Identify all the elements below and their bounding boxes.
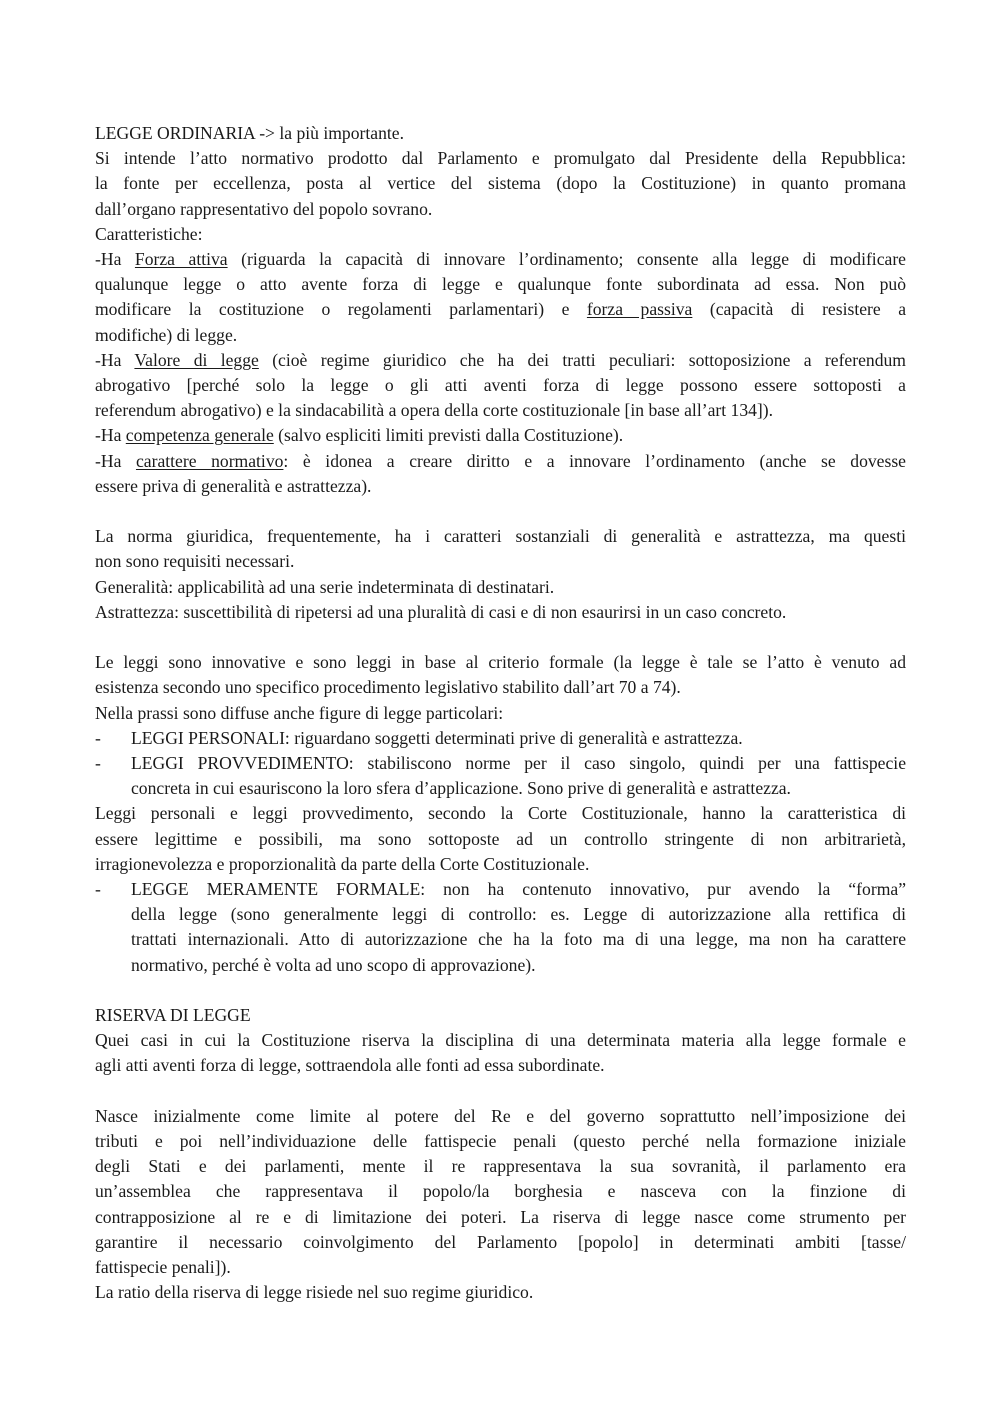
paragraph-line: garantire il necessario coinvolgimento del Parlamento [popolo] in determinati ambiti [tasse/ bbox=[95, 1231, 906, 1252]
text-fragment: -Ha bbox=[95, 425, 126, 446]
paragraph-line: referendum abrogativo) e la sindacabilità a opera della corte costituzionale [in base all’art 134]). bbox=[95, 400, 774, 421]
heading-legge-ordinaria: LEGGE ORDINARIA -> la più importante. bbox=[95, 123, 404, 143]
list-item-text: concreta in cui esauriscono la loro sfera d’applicazione. Sono prive di generalità e astrattezza. bbox=[131, 778, 791, 799]
list-item-text: della legge (sono generalmente leggi di controllo: es. Legge di autorizzazione alla rettifica di bbox=[131, 904, 906, 925]
text-fragment: : è idonea a creare diritto e a innovare l’ordinamento (anche se dovesse bbox=[283, 450, 906, 471]
dash-bullet: - bbox=[95, 879, 101, 900]
list-item-text: LEGGE MERAMENTE FORMALE: non ha contenuto innovativo, pur avendo la “forma” bbox=[131, 879, 906, 900]
characteristic-forza-attiva bbox=[95, 247, 906, 272]
paragraph-line: qualunque legge o atto avente forza di legge e qualunque fonte subordinata ad essa. Non può bbox=[95, 274, 906, 295]
heading-riserva-di-legge: RISERVA DI LEGGE bbox=[95, 1005, 251, 1026]
text-fragment: (capacità di resistere a bbox=[692, 299, 907, 320]
paragraph-line: Quei casi in cui la Costituzione riserva la disciplina di una determinata materia alla legge formale e bbox=[95, 1030, 906, 1051]
paragraph-line: essere priva di generalità e astrattezza). bbox=[95, 475, 372, 496]
text-fragment: (cioè regime giuridico che ha dei tratti peculiari: sottoposizione a referendum bbox=[258, 349, 906, 370]
paragraph-line: irragionevolezza e proporzionalità da parte della Corte Costituzionale. bbox=[95, 853, 590, 874]
paragraph-line: esistenza secondo uno specifico procedimento legislativo stabilito dall’art 70 a 74). bbox=[95, 677, 681, 698]
paragraph-line: Si intende l’atto normativo prodotto dal Parlamento e promulgato dal Presidente della Repubblica: bbox=[95, 148, 906, 169]
underlined-term: competenza generale bbox=[125, 425, 274, 446]
paragraph-line: Nasce inizialmente come limite al potere del Re e del governo soprattutto nell’imposizione dei bbox=[95, 1105, 906, 1126]
text-fragment: (riguarda la capacità di innovare l’ordinamento; consente alla legge di modificare bbox=[227, 249, 906, 270]
list-item-text: LEGGI PROVVEDIMENTO: stabiliscono norme per il caso singolo, quindi per una fattispecie bbox=[131, 753, 906, 774]
paragraph-line: non sono requisiti necessari. bbox=[95, 551, 295, 572]
list-item-text: normativo, perché è volta ad uno scopo di approvazione). bbox=[131, 954, 536, 975]
paragraph-line: dall’organo rappresentativo del popolo sovrano. bbox=[95, 198, 433, 219]
definition-astrattezza: Astrattezza: suscettibilità di ripetersi ad una pluralità di casi e di non esaurirsi in un caso concreto. bbox=[95, 601, 787, 622]
paragraph-spacer bbox=[95, 499, 906, 524]
text-fragment: (salvo espliciti limiti previsti dalla Costituzione). bbox=[273, 425, 624, 446]
paragraph-line: abrogativo [perché solo la legge o gli atti aventi forza di legge possono essere sottoposti a bbox=[95, 375, 906, 396]
paragraph-spacer bbox=[95, 1079, 906, 1104]
underlined-term: Valore di legge bbox=[134, 349, 259, 370]
paragraph-line: Leggi personali e leggi provvedimento, secondo la Corte Costituzionale, hanno la caratteristica di bbox=[95, 803, 906, 824]
paragraph-line: agli atti aventi forza di legge, sottraendola alle fonti ad essa subordinate. bbox=[95, 1055, 605, 1076]
list-item-text: LEGGI PERSONALI: riguardano soggetti determinati prive di generalità e astrattezza. bbox=[131, 727, 743, 748]
paragraph-line: degli Stati e dei parlamenti, mente il re rappresentava la sua sovranità, il parlamento era bbox=[95, 1156, 906, 1177]
paragraph-line: contrapposizione al re e di limitazione dei poteri. La riserva di legge nasce come strumento per bbox=[95, 1206, 906, 1227]
dash-bullet: - bbox=[95, 753, 101, 774]
text-fragment: -Ha bbox=[95, 450, 136, 471]
paragraph-line bbox=[95, 297, 906, 322]
list-item-legge-formale bbox=[95, 877, 906, 978]
text-fragment: -Ha bbox=[95, 349, 135, 370]
text-fragment: modificare la costituzione o regolamenti parlamentari) e bbox=[95, 299, 587, 320]
text-fragment: -Ha bbox=[95, 249, 135, 270]
paragraph-line: Nella prassi sono diffuse anche figure di legge particolari: bbox=[95, 702, 504, 723]
paragraph-line: modifiche) di legge. bbox=[95, 324, 238, 345]
paragraph-line: La norma giuridica, frequentemente, ha i caratteri sostanziali di generalità e astrattezza, ma questi bbox=[95, 526, 906, 547]
definition-generalita: Generalità: applicabilità ad una serie indeterminata di destinatari. bbox=[95, 576, 555, 597]
paragraph-line: essere legittime e possibili, ma sono sottoposte ad un controllo stringente di non arbitrarietà, bbox=[95, 828, 906, 849]
paragraph-line: tributi e poi nell’individuazione delle fattispecie penali (questo perché nella formazione iniziale bbox=[95, 1131, 906, 1152]
paragraph-line: la fonte per eccellenza, posta al vertice del sistema (dopo la Costituzione) in quanto promana bbox=[95, 173, 906, 194]
characteristic-competenza-generale bbox=[95, 423, 906, 448]
paragraph-line: fattispecie penali]). bbox=[95, 1257, 231, 1278]
paragraph-spacer bbox=[95, 978, 906, 1003]
paragraph-spacer bbox=[95, 625, 906, 650]
underlined-term: forza passiva bbox=[586, 299, 693, 320]
paragraph-line: Le leggi sono innovative e sono leggi in base al criterio formale (la legge è tale se l’atto è venuto ad bbox=[95, 652, 906, 673]
underlined-term: carattere normativo bbox=[135, 450, 284, 471]
characteristic-carattere-normativo bbox=[95, 449, 906, 474]
list-item-leggi-personali bbox=[95, 726, 906, 751]
dash-bullet: - bbox=[95, 727, 101, 748]
paragraph-line: La ratio della riserva di legge risiede nel suo regime giuridico. bbox=[95, 1282, 534, 1303]
document-page bbox=[95, 121, 906, 1305]
paragraph-line: un’assemblea che rappresentava il popolo/la borghesia e nasceva con la finzione di bbox=[95, 1181, 906, 1202]
characteristic-valore-di-legge bbox=[95, 348, 906, 373]
list-item-leggi-provvedimento bbox=[95, 751, 906, 801]
underlined-term: Forza attiva bbox=[134, 249, 228, 270]
list-item-text: trattati internazionali. Atto di autorizzazione che ha la foto ma di una legge, ma non ha carattere bbox=[131, 929, 906, 950]
caratteristiche-label: Caratteristiche: bbox=[95, 223, 203, 244]
